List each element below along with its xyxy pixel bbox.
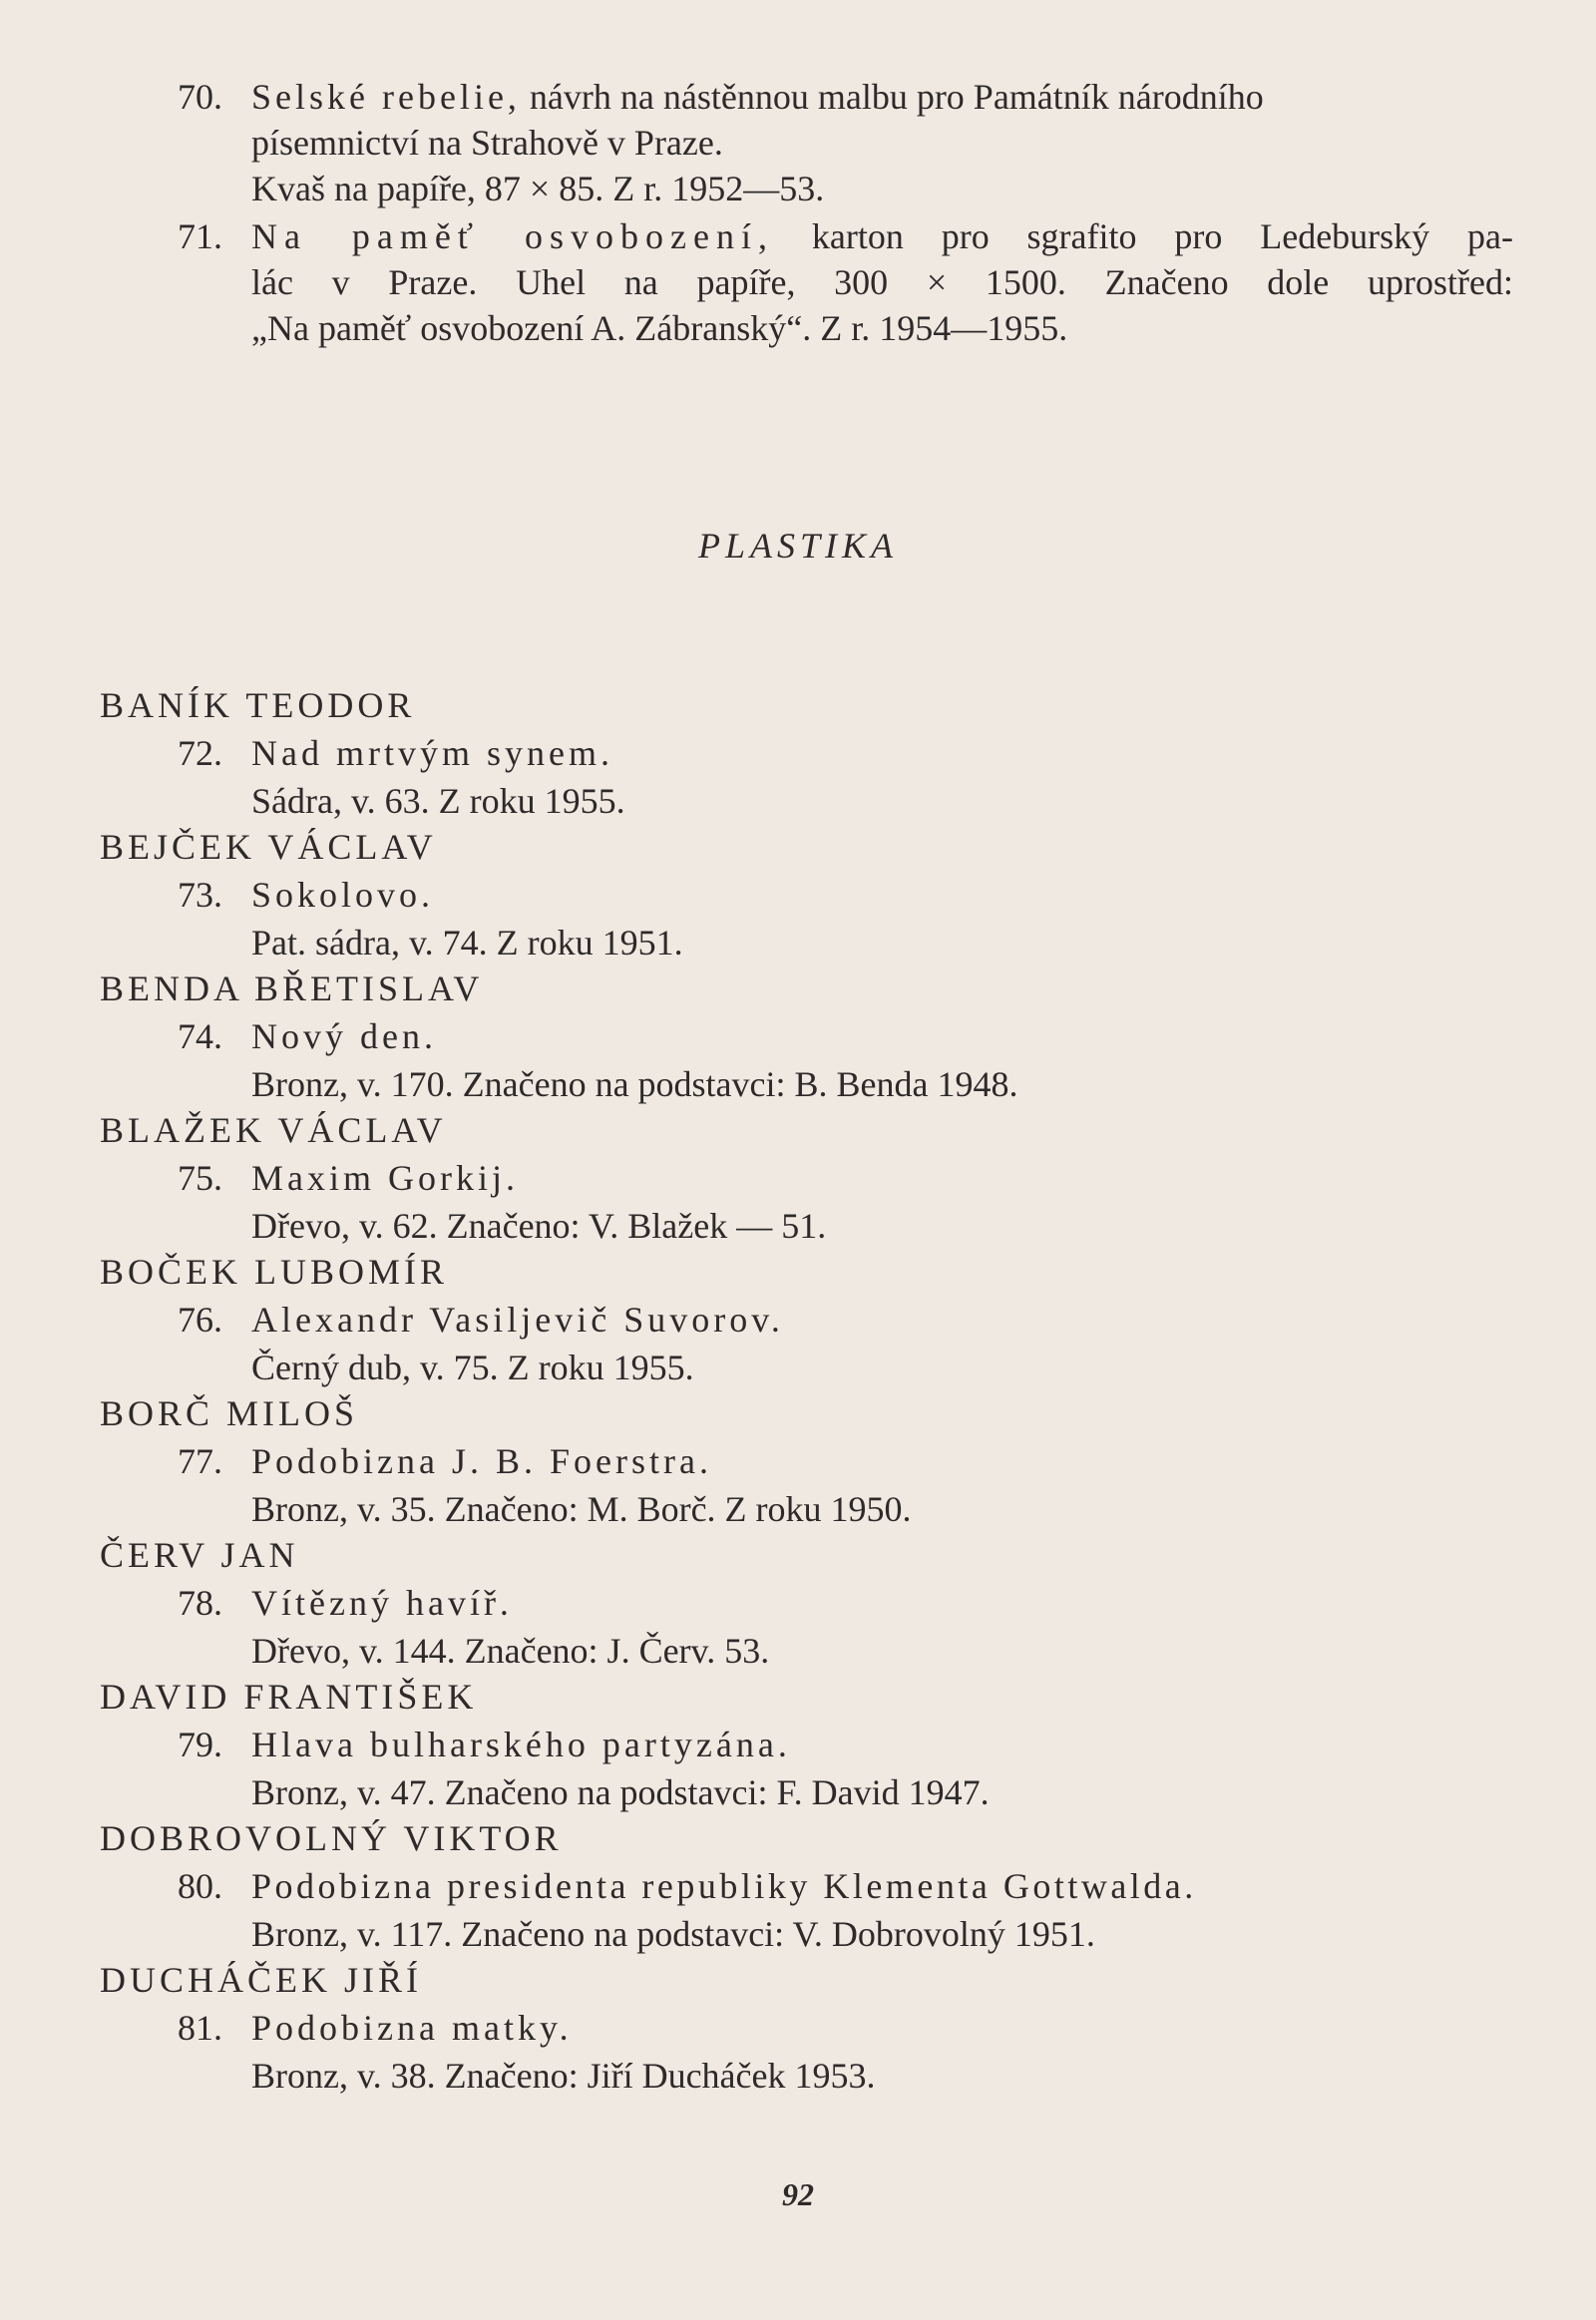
work-number: 80. xyxy=(178,1866,222,1906)
page-number: 92 xyxy=(782,2176,814,2212)
entry-71-line-2: lác v Praze. Uhel na papíře, 300 × 1500. Značeno dole uprostřed: xyxy=(251,262,1513,302)
work-title: Nový den. xyxy=(251,1016,437,1056)
artist-name: BLAŽEK VÁCLAV xyxy=(100,1110,447,1150)
work-number: 76. xyxy=(178,1300,222,1340)
entry-71-title: Na paměť osvobození, xyxy=(251,216,775,256)
work-number: 74. xyxy=(178,1016,222,1056)
work-number: 75. xyxy=(178,1158,222,1198)
entry-71-description: karton pro sgrafito pro Ledeburský pa- xyxy=(811,216,1513,256)
artist-name: ČERV JAN xyxy=(100,1535,299,1575)
artist-name: DAVID FRANTIŠEK xyxy=(100,1677,478,1717)
artist-name: DOBROVOLNÝ VIKTOR xyxy=(100,1818,563,1858)
work-detail: Dřevo, v. 144. Značeno: J. Červ. 53. xyxy=(251,1631,770,1671)
artist-name: BORČ MILOŠ xyxy=(100,1393,359,1433)
work-title: Vítězný havíř. xyxy=(251,1583,513,1623)
entry-70-line-2: písemnictví na Strahově v Praze. xyxy=(251,123,723,163)
entry-71-number: 71. xyxy=(178,216,222,256)
work-title: Hlava bulharského partyzána. xyxy=(251,1725,791,1764)
artist-name: BEJČEK VÁCLAV xyxy=(100,827,437,867)
work-detail: Bronz, v. 35. Značeno: M. Borč. Z roku 1950. xyxy=(251,1489,912,1529)
artist-name: BOČEK LUBOMÍR xyxy=(100,1252,449,1292)
work-number: 78. xyxy=(178,1583,222,1623)
work-title: Maxim Gorkij. xyxy=(251,1158,519,1198)
artist-name: BANÍK TEODOR xyxy=(100,685,416,725)
entry-71-line-3: „Na paměť osvobození A. Zábranský“. Z r. 1954—1955. xyxy=(251,308,1068,348)
work-title: Sokolovo. xyxy=(251,875,435,915)
work-detail: Dřevo, v. 62. Značeno: V. Blažek — 51. xyxy=(251,1206,827,1246)
entry-70-line-1 xyxy=(251,74,1264,120)
artist-name: BENDA BŘETISLAV xyxy=(100,968,484,1008)
work-number: 77. xyxy=(178,1441,222,1481)
work-detail: Černý dub, v. 75. Z roku 1955. xyxy=(251,1348,694,1387)
work-detail: Bronz, v. 38. Značeno: Jiří Ducháček 1953. xyxy=(251,2056,876,2096)
work-detail: Bronz, v. 170. Značeno na podstavci: B. Benda 1948. xyxy=(251,1064,1018,1104)
work-detail: Pat. sádra, v. 74. Z roku 1951. xyxy=(251,923,683,963)
work-title: Nad mrtvým synem. xyxy=(251,733,613,773)
work-detail: Bronz, v. 117. Značeno na podstavci: V. Dobrovolný 1951. xyxy=(251,1914,1095,1954)
work-detail: Sádra, v. 63. Z roku 1955. xyxy=(251,781,625,821)
artist-name: DUCHÁČEK JIŘÍ xyxy=(100,1960,423,2000)
entry-71-line-1 xyxy=(251,213,1513,259)
work-number: 72. xyxy=(178,733,222,773)
work-number: 79. xyxy=(178,1725,222,1764)
entry-70-description: návrh na nástěnnou malbu pro Památník národního xyxy=(529,77,1264,117)
work-title: Podobizna J. B. Foerstra. xyxy=(251,1441,712,1481)
entry-70-line-3: Kvaš na papíře, 87 × 85. Z r. 1952—53. xyxy=(251,169,825,208)
entry-70-title: Selské rebelie, xyxy=(251,77,521,117)
work-detail: Bronz, v. 47. Značeno na podstavci: F. David 1947. xyxy=(251,1772,990,1812)
section-heading: PLASTIKA xyxy=(697,526,898,566)
work-number: 81. xyxy=(178,2008,222,2048)
work-title: Podobizna matky. xyxy=(251,2008,573,2048)
work-title: Alexandr Vasiljevič Suvorov. xyxy=(251,1300,784,1340)
entry-70-number: 70. xyxy=(178,77,222,117)
work-number: 73. xyxy=(178,875,222,915)
work-title: Podobizna presidenta republiky Klementa Gottwalda. xyxy=(251,1866,1197,1906)
